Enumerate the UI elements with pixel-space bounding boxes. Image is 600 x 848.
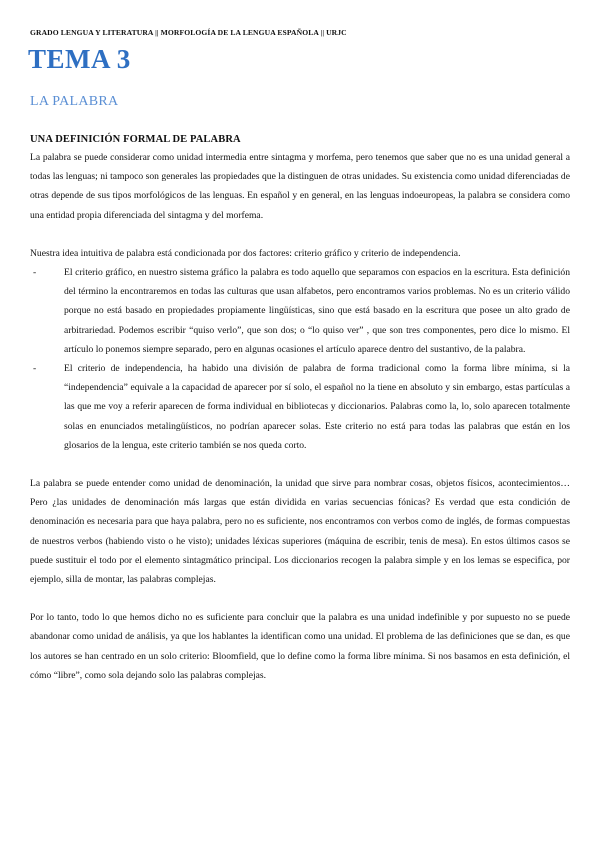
document-body [30,134,570,685]
list-dash: - [33,363,37,375]
paragraph-gap [30,455,570,474]
page-title: TEMA 3 [28,44,131,74]
criteria-list [30,263,570,455]
paragraph-gap [30,225,570,244]
paragraph-intro: La palabra se puede considerar como unidad intermedia entre sintagma y morfema, pero tenemos que saber que no es una unidad general a todas las lenguas; ni tampoco son generales las propiedades que la distinguen de otras unidades. Su existencia como unidad diferenciadas de otras depende de sus tipos morfológicos de las lenguas. En español y en general, en las lenguas indoeuropeas, la palabra se considera como una entidad propia diferenciada del sintagma y del morfema. [30,152,570,221]
list-item-text: El criterio gráfico, en nuestro sistema gráfico la palabra es todo aquello que separamos con espacios en la escritura. Esta definición del término la encontraremos en todas las culturas que usan alfabetos, pero encontramos varios problemas. No es un criterio válido porque no está basado en propiedades propiamente lingüísticas, sino que está basado en la escritura que posee un alto grado de arbitrariedad. Podemos escribir “quiso verlo”, que son dos; o “lo quiso ver” , que son tres componentes, pero dice lo mismo. El artículo lo ponemos siempre separado, pero en algunas ocasiones el artículo aparece dentro del sustantivo, de la palabra. [64,267,570,355]
list-item-independencia [30,359,570,455]
section-heading: UNA DEFINICIÓN FORMAL DE PALABRA [30,134,241,145]
paragraph-gap [30,589,570,608]
paragraph-criteria: Nuestra idea intuitiva de palabra está condicionada por dos factores: criterio gráfico y criterio de independencia. [30,247,461,259]
paragraph-conclusion: Por lo tanto, todo lo que hemos dicho no es suficiente para concluir que la palabra es una unidad indefinible y por supuesto no se puede abandonar como unidad de análisis, ya que los hablantes la identifican como una unidad. El problema de las definiciones que se dan, es que los autores se han centrado en un solo criterio: Bloomfield, que lo define como la forma libre mínima. Si nos basamos en esta definición, el cómo “libre”, como sola dejando solo las palabras complejas. [30,612,570,681]
list-dash: - [33,267,37,279]
page-subtitle: LA PALABRA [30,94,119,109]
paragraph-denominacion: La palabra se puede entender como unidad de denominación, la unidad que sirve para nombrar cosas, objetos físicos, acontecimientos…Pero ¿las unidades de denominación más largas que están dividida en varias secuencias fónicas? Es verdad que esta condición de denominación es necesaria para que haya palabra, pero no es suficiente, nos encontramos con verbos como de inglés, de formas compuestas de nuestros verbos (habiendo visto o he visto); unidades léxicas superiores (máquina de escribir, tenis de mesa). En estos últimos casos se puede sustituir el todo por el elemento sintagmático principal. Los diccionarios recogen la palabra simple y en los lemas se especifica, por ejemplo, silla de montar, las palabras complejas. [30,478,570,586]
list-item-text: El criterio de independencia, ha habido una división de palabra de forma tradicional como la forma libre mínima, si la “independencia” equivale a la capacidad de aparecer por sí solo, el español no la tiene en absoluto y sin embargo, estas partículas a las que me voy a referir aparecen de forma individual en bibliotecas y diccionarios. Palabras como la, lo, solo aparecen totalmente solas en enunciados metalingüísticos, no podrían aparecer solas. Este criterio no está para todas las palabras que están en los glosarios de la lengua, este criterio también se nos queda corto. [64,363,570,451]
page-header: GRADO LENGUA Y LITERATURA || MORFOLOGÍA DE LA LENGUA ESPAÑOLA || URJC [30,28,347,37]
list-item-grafico [30,263,570,359]
